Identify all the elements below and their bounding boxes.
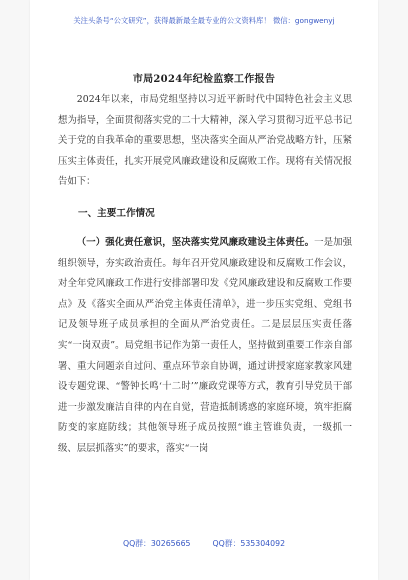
subsection-heading: （一）强化责任意识，坚决落实党风廉政建设主体责任。: [76, 237, 315, 248]
document-page: [30, 0, 378, 580]
header-promo-text: 关注头条号“公文研究”，获得最新最全最专业的公文资料库！ 微信：gongwenyj: [73, 16, 335, 25]
subsection-paragraph: [58, 233, 352, 460]
section-heading: 一、主要工作情况: [78, 208, 155, 219]
footer-contact: [30, 538, 378, 549]
subsection-body: 一是加强组织领导，夯实政治责任。每年召开党风廉政建设和反腐败工作会议，对全年党风廉政工作进行安排部署印发《党风廉政建设和反腐败工作要点》及《落实全面从严治党主体责任清单》，进一步压实党组、党组书记及领导班子成员承担的全面从严治党责任。二是层层压实责任落实“一岗双责”。局党组书记作为第一责任人，坚持做到重要工作亲自部署、重大问题亲自过问、重点环节亲自协调，通过讲授家庭家教家风建设专题党课、“警钟长鸣‘十二时’”廉政党课等方式，教育引导党员干部进一步激发廉洁自律的内在自觉，营造抵制诱惑的家庭环境，筑牢拒腐防变的家庭防线；其他领导班子成员按照“谁主管谁负责，一级抓一级、层层抓落实”的要求，落实“一岗: [58, 237, 352, 454]
footer-qq-group-1: QQ群：30265665: [122, 539, 191, 548]
intro-paragraph: 2024年以来，市局党组坚持以习近平新时代中国特色社会主义思想为指导，全面贯彻落实党的二十大精神，深入学习贯彻习近平总书记关于党的自我革命的重要思想，坚决落实全面从严治党战略方针，压紧压实主体责任，扎实开展党风廉政建设和反腐败工作。现将有关情况报告如下：: [58, 94, 352, 188]
document-title: 市局2024年纪检监察工作报告: [132, 74, 276, 85]
footer-qq-group-2: QQ群：535304092: [212, 539, 286, 548]
